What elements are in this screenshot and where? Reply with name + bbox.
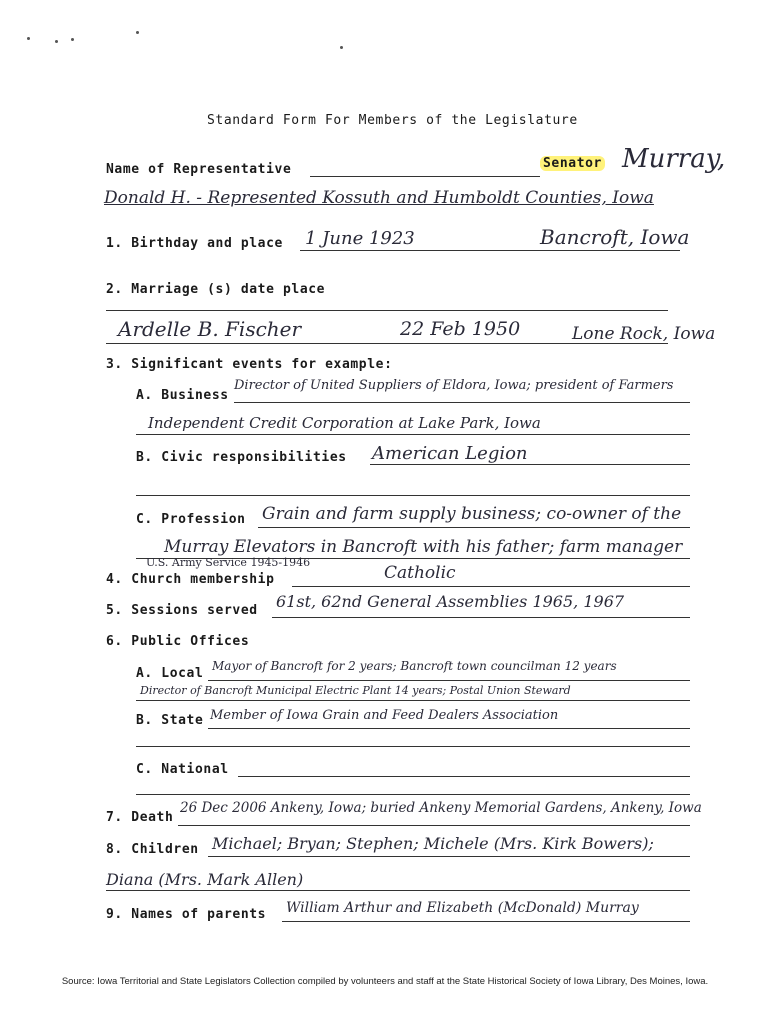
- birthday-date: 1 June 1923: [305, 228, 415, 249]
- local-value-1: Mayor of Bancroft for 2 years; Bancroft town councilman 12 years: [212, 659, 617, 673]
- profession-value-2: Murray Elevators in Bancroft with his father; farm manager: [164, 537, 683, 557]
- scan-speck: [27, 37, 30, 40]
- children-value-2: Diana (Mrs. Mark Allen): [106, 870, 304, 889]
- parents-label: 9. Names of parents: [106, 907, 267, 922]
- children-line-2: [106, 890, 690, 891]
- sessions-value: 61st, 62nd General Assemblies 1965, 1967: [276, 592, 625, 611]
- local-line-1: [208, 680, 690, 681]
- source-note: Source: Iowa Territorial and State Legislators Collection compiled by volunteers and staff at the State Historical Society of Iowa Library, Des Moines, Iowa.: [61, 976, 709, 987]
- birthday-line: [300, 250, 680, 251]
- business-value-1: Director of United Suppliers of Eldora, Iowa; president of Farmers: [234, 378, 674, 393]
- local-line-2: [136, 700, 690, 701]
- local-label: A. Local: [136, 666, 204, 681]
- marriage-place: Lone Rock, Iowa: [572, 324, 716, 344]
- church-value: Catholic: [384, 563, 456, 583]
- civic-line-2: [136, 495, 690, 496]
- parents-line: [282, 921, 690, 922]
- events-label: 3. Significant events for example:: [106, 357, 393, 372]
- business-line-1: [234, 402, 690, 403]
- church-line: [292, 586, 690, 587]
- children-value-1: Michael; Bryan; Stephen; Michele (Mrs. Kirk Bowers);: [212, 834, 654, 853]
- form-title: Standard Form For Members of the Legislature: [207, 113, 578, 128]
- national-label: C. National: [136, 762, 229, 777]
- profession-line-1: [258, 527, 690, 528]
- children-line-1: [208, 856, 690, 857]
- civic-label: B. Civic responsibilities: [136, 450, 347, 465]
- business-label: A. Business: [136, 388, 229, 403]
- senator-label: Senator: [540, 156, 605, 171]
- profession-label: C. Profession: [136, 512, 246, 527]
- sessions-label: 5. Sessions served: [106, 603, 258, 618]
- scan-speck: [136, 31, 139, 34]
- national-line-1: [238, 776, 690, 777]
- children-label: 8. Children: [106, 842, 199, 857]
- church-label: 4. Church membership: [106, 572, 275, 587]
- business-value-2: Independent Credit Corporation at Lake Park, Iowa: [148, 414, 541, 432]
- marriage-line-2: [106, 343, 668, 344]
- marriage-label: 2. Marriage (s) date place: [106, 282, 326, 297]
- local-value-2: Director of Bancroft Municipal Electric Plant 14 years; Postal Union Steward: [140, 684, 571, 697]
- birthday-place: Bancroft, Iowa: [540, 225, 690, 249]
- marriage-line-1: [106, 310, 668, 311]
- military-note: U.S. Army Service 1945-1946: [146, 556, 311, 569]
- birthday-label: 1. Birthday and place: [106, 236, 283, 251]
- civic-value: American Legion: [372, 443, 528, 464]
- state-label: B. State: [136, 713, 204, 728]
- marriage-date: 22 Feb 1950: [400, 318, 521, 340]
- state-value: Member of Iowa Grain and Feed Dealers Association: [210, 708, 559, 723]
- profession-value-1: Grain and farm supply business; co-owner of the: [262, 504, 682, 524]
- scan-speck: [71, 38, 74, 41]
- name-line: [310, 176, 540, 177]
- national-line-2: [136, 794, 690, 795]
- scan-speck: [55, 40, 58, 43]
- offices-label: 6. Public Offices: [106, 634, 250, 649]
- death-line: [178, 825, 690, 826]
- state-line-1: [208, 728, 690, 729]
- parents-value: William Arthur and Elizabeth (McDonald) Murray: [286, 900, 639, 916]
- marriage-spouse: Ardelle B. Fischer: [118, 317, 302, 341]
- name-label: Name of Representative: [106, 162, 292, 177]
- death-value: 26 Dec 2006 Ankeny, Iowa; buried Ankeny Memorial Gardens, Ankeny, Iowa: [180, 800, 702, 816]
- civic-line-1: [370, 464, 690, 465]
- state-line-2: [136, 746, 690, 747]
- name-value-surname: Murray,: [622, 144, 726, 174]
- name-value-full: Donald H. - Represented Kossuth and Humboldt Counties, Iowa: [104, 188, 654, 208]
- sessions-line: [272, 617, 690, 618]
- business-line-2: [136, 434, 690, 435]
- scan-speck: [340, 46, 343, 49]
- death-label: 7. Death: [106, 810, 174, 825]
